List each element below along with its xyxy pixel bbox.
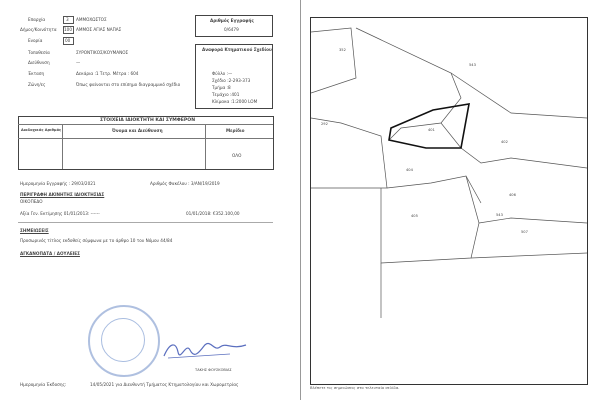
signature-mark — [160, 338, 250, 360]
signatory-name: ΤΑΚΗΣ ΦΟΥΣΚΟΒΙΑΣ — [195, 368, 232, 372]
notes-text: Προσωρινός τίτλος εκδοθείς σύμφωνα με το άρθρο 10 του Νόμου 44/84 — [20, 238, 173, 243]
parcel-label-543-top: 543 — [469, 63, 476, 67]
row-label-municipality: Δήμος/Κοινότητα — [20, 27, 57, 32]
cadastral-map — [310, 17, 588, 385]
row-code-district: 3 — [66, 17, 69, 22]
category-heading: ΠΕΡΙΓΡΑΦΗ ΑΚΙΝΗΤΗΣ ΙΔΙΟΚΤΗΣΙΑΣ — [20, 192, 105, 197]
ownership-share-value: ΟΛΟ — [232, 153, 242, 158]
row-label-address: Διεύθυνση — [28, 60, 50, 65]
registration-number-value: 0/6479 — [224, 27, 239, 32]
row-value-address: — — [76, 60, 81, 65]
parcel-label-406: 406 — [509, 193, 516, 197]
parcel-label-507: 507 — [521, 230, 528, 234]
ownership-col-divider-2 — [205, 124, 206, 169]
row-label-district: Επαρχία — [28, 17, 46, 22]
plan-line-scale: Κλίμακα :1:2000 LOM — [212, 99, 258, 104]
zone-value: Όπως φαίνονται στο επίσημο διαγραμμικό σχέδιο — [76, 82, 181, 87]
ownership-header-divider — [18, 138, 273, 139]
valuation-2018: 01/01/2018: €352.100,00 — [186, 211, 240, 216]
row-value-municipality: ΑΜΜΟΣ ΑΓΙΑΣ ΝΑΠΑΣ — [76, 27, 122, 32]
valuation-2013: Αξία Γεν. Εκτίμησης 01/01/2013: ------ — [20, 211, 100, 216]
plan-reference-title: Αναφορά Κτηματικού Σχεδίου — [202, 47, 272, 52]
parcel-label-543-right: 543 — [496, 213, 503, 217]
ownership-title: ΣΤΟΙΧΕΙΑ ΙΔΙΟΚΤΗΤΗ ΚΑΙ ΣΥΜΦΕΡΟΝ — [100, 118, 196, 123]
ownership-col-share: Μερίδιο — [226, 128, 245, 133]
row-code-municipality: 100 — [64, 27, 72, 32]
row-value-district: ΑΜΜΟΧΩΣΤΟΣ — [76, 17, 107, 22]
ownership-col-name: Όνομα και Διεύθυνση — [112, 128, 163, 133]
parcel-label-401: 401 — [428, 128, 435, 132]
registration-number-title: Αριθμός Εγγραφής — [210, 18, 254, 23]
ownership-col-serial: Διαδοχικός Αριθμός — [21, 128, 62, 132]
category-value: ΟΙΚΟΠΕΔΟ — [20, 199, 43, 204]
registration-date: Ημερομηνία Εγγραφής : 29/03/2021 — [20, 181, 96, 186]
ownership-title-divider — [18, 124, 273, 125]
official-stamp-inner — [101, 318, 145, 362]
parcel-label-292: 292 — [321, 122, 328, 126]
cadastral-map-drawing — [311, 18, 587, 384]
zone-label: Ζώνη/ες — [28, 82, 46, 87]
parcel-label-352: 352 — [339, 48, 346, 52]
issue-date-value: 14/05/2021 για Διευθυντή Τμήματος Κτηματολογίου και Χωρομετρίας — [90, 382, 239, 387]
plan-line-sheet: Φύλλο :— — [212, 71, 233, 76]
parcel-label-405: 405 — [411, 214, 418, 218]
plan-line-block: Τμήμα :8 — [212, 85, 231, 90]
row-code-parish: 00 — [65, 38, 71, 43]
plan-line-plan: Σχέδιο :2-293-373 — [212, 78, 251, 83]
row-label-locality: Τοποθεσία — [28, 50, 50, 55]
issue-date-label: Ημερομηνία Έκδοσης: — [20, 382, 67, 387]
file-number: Αριθμός Φακέλου : 3/ΑΝ/19/2019 — [150, 181, 220, 186]
ownership-col-divider-1 — [62, 124, 63, 169]
notes-heading: ΣΗΜΕΙΩΣΕΙΣ — [20, 228, 49, 233]
map-caption: Βλέπετε τις σημειώσεις στο τελευταίο σελίδα. — [310, 385, 400, 390]
parcel-label-404: 404 — [406, 168, 413, 172]
extent-label: Έκταση — [28, 71, 45, 76]
parcel-label-402: 402 — [501, 140, 508, 144]
extent-value: Δεκάρια :1 Τετρ. Μέτρα : 604 — [76, 71, 139, 76]
row-value-locality: ΣΥΡΟΝΤΙΚΟΣ/ΚΟΥΜΑΝΟΣ — [76, 50, 129, 55]
encumbrances-heading: ΑΓΚΑΝΟΠΑΤΑ / ΔΟΥΛΕΙΕΣ — [20, 251, 80, 256]
section-divider — [18, 222, 273, 223]
plan-line-parcel: Τεμάχιο :401 — [212, 92, 240, 97]
row-label-parish: Ενορία — [28, 38, 43, 43]
